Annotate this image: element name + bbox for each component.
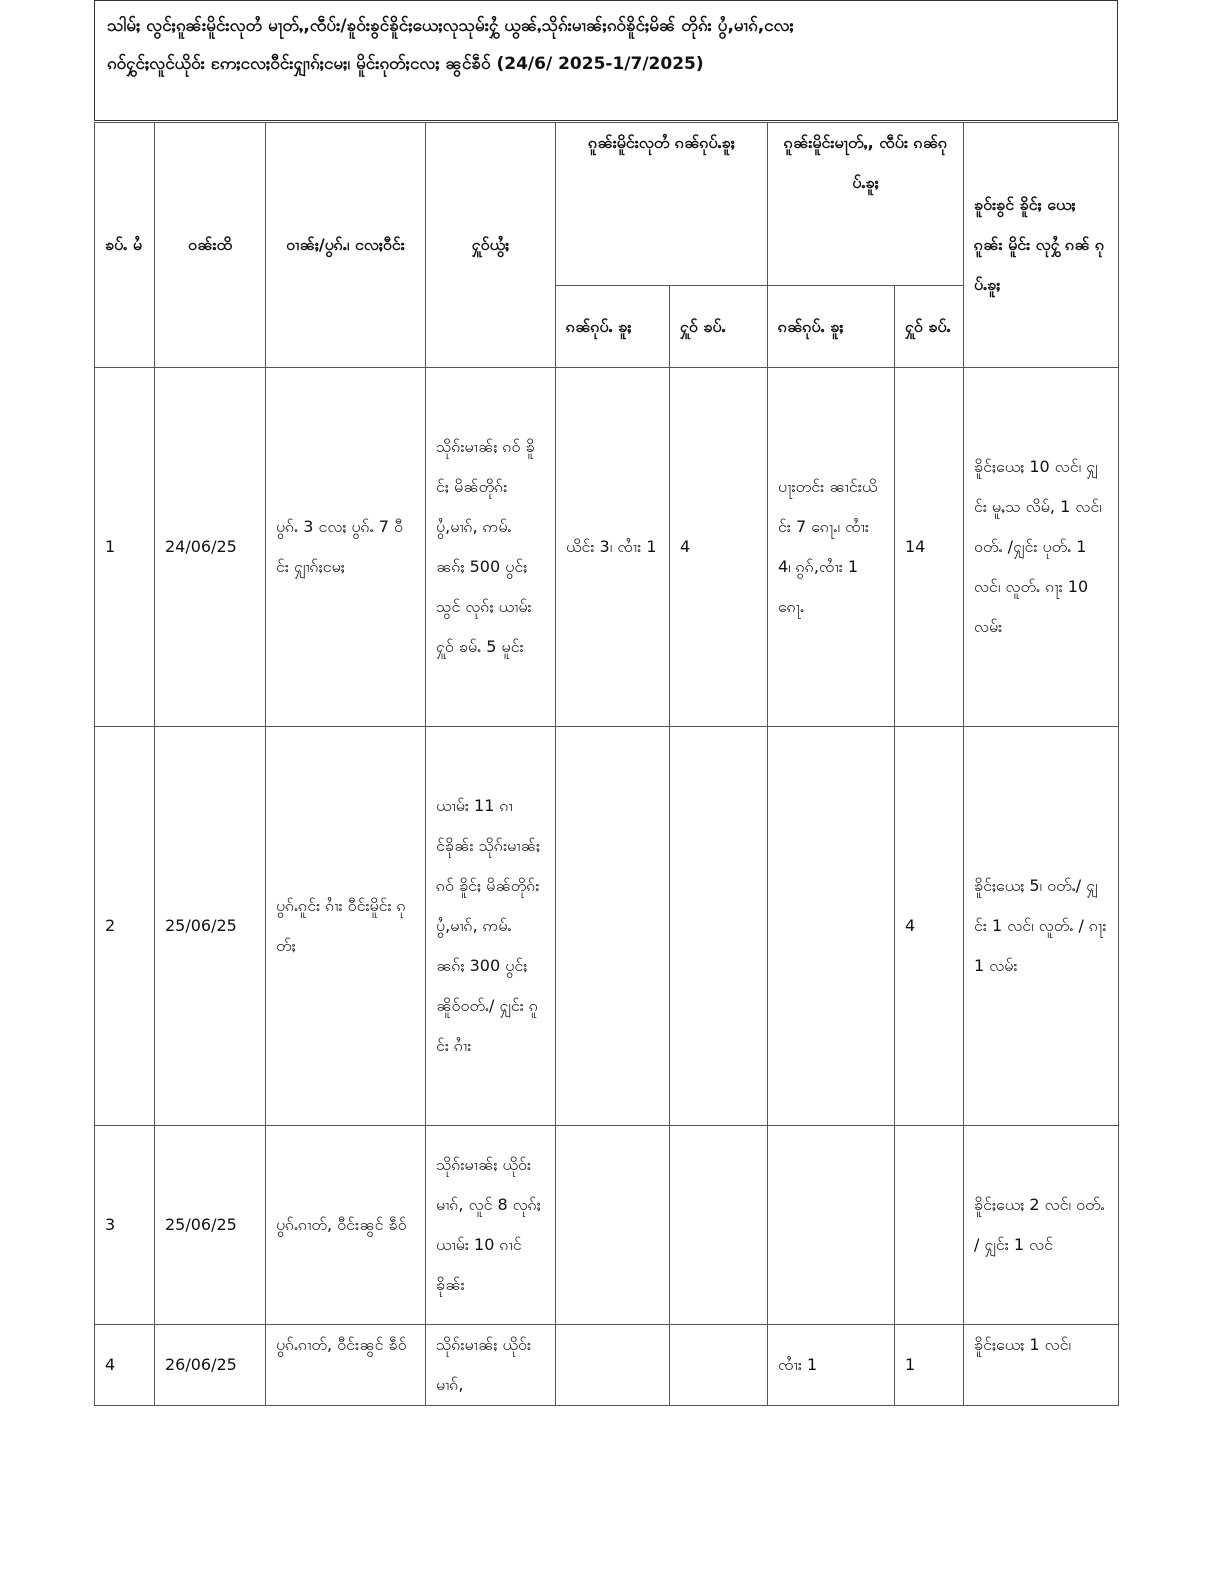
cell-place: ပွၵ်ႉၵၢတ်, ဝီင်းၼွင် ၶဵဝ် xyxy=(266,1126,426,1325)
table-row xyxy=(95,368,1119,727)
subheader-dead-people: ၵၼ်ၵုပ်ႉ ၶူႈ xyxy=(556,286,670,368)
cell-property: ၶိူင်ႈယေႈ 5၊ ဝတ်ႉ/ ႁျင်း 1 လင်၊ လူတ်ႉ / ၵႃး 1 လမ်း xyxy=(964,727,1119,1126)
cell-injured-count: 1 xyxy=(895,1325,964,1406)
cell-place: ပွၵ်ႉၵူင်း ၵၢႆး ဝီင်းမိူင်း ၵုတ်ႈ xyxy=(266,727,426,1126)
cell-no: 3 xyxy=(95,1126,155,1325)
cell-date: 24/06/25 xyxy=(155,368,266,727)
cell-injured-count: 4 xyxy=(895,727,964,1126)
header-dead-group: ၵူၼ်းမိူင်းလုတႆ ၵၼ်ၵုပ်ႉၶူႈ xyxy=(556,123,768,286)
cell-event: သိုၵ်းမၢၼ်ႈ ၵဝ် ၶိူင်ႈ မိၼ်တိုၵ်း ပွႆ,မၢၵ်, ဢမ်ႉ ၼၵ်ႈ 500 ပွင်ႈ သွင် လုၵ်ႈ ယၢမ်း ႁူဝ် ၶမ်ႉ 5 မူင်း xyxy=(426,368,556,727)
cell-dead-people xyxy=(556,1325,670,1406)
incident-table xyxy=(94,122,1119,1406)
cell-injured-count: 14 xyxy=(895,368,964,727)
header-row xyxy=(95,123,1119,286)
cell-place: ပွၵ်ႉၵၢတ်, ဝီင်းၼွင် ၶဵဝ် xyxy=(266,1325,426,1406)
document-sheet xyxy=(94,0,1118,1394)
cell-event: သိုၵ်းမၢၼ်ႈ ယိုဝ်းမၢၵ်, xyxy=(426,1325,556,1406)
cell-dead-count: 4 xyxy=(670,368,768,727)
cell-dead-people: ယိင်း 3၊ ၸၢႆး 1 xyxy=(556,368,670,727)
cell-date: 25/06/25 xyxy=(155,1126,266,1325)
cell-no: 4 xyxy=(95,1325,155,1406)
header-place: ဝၢၼ်ႈ/ပွၵ်ႉ၊ ငလႈဝီင်း xyxy=(266,123,426,368)
cell-injured-people: ပႃးတင်း ၼၢင်းယိင်း 7 ၵေႃႉ၊ ၸၢႆး 4၊ ၵွၵ်,ၸၢႆး 1 ၵေႃႉ xyxy=(768,368,895,727)
cell-date: 25/06/25 xyxy=(155,727,266,1126)
subheader-dead-count: ႁူဝ် ၶပ်ႉ xyxy=(670,286,768,368)
cell-no: 1 xyxy=(95,368,155,727)
cell-no: 2 xyxy=(95,727,155,1126)
cell-dead-people xyxy=(556,1126,670,1325)
header-no: ၶပ်ႉ မႆ xyxy=(95,123,155,368)
report-title-line-2: ၵဝ်ႁွင်ႈလူင်ယိုဝ်း ဢႄႈငလႈဝီင်းႁျၢၵ်ႈငမႈ၊ မိူင်းၵုတ်ႈငလႈ ၼွင်ၶဵဝ် (24/6/ 2025-1/7/2025) xyxy=(107,54,704,74)
header-date: ဝၼ်းထိ xyxy=(155,123,266,368)
table-row xyxy=(95,727,1119,1126)
cell-dead-count xyxy=(670,1126,768,1325)
cell-injured-people xyxy=(768,1126,895,1325)
cell-event: သိုၵ်းမၢၼ်ႈ ယိုဝ်းမၢၵ်, လူင် 8 လုၵ်ႈ ယၢမ်း 10 ၵၢင် ၶိုၼ်း xyxy=(426,1126,556,1325)
subheader-injured-people: ၵၼ်ၵုပ်ႉ ၶူႈ xyxy=(768,286,895,368)
report-title xyxy=(94,0,1118,121)
cell-property: ၶိူင်ႈယေႈ 2 လင်၊ ဝတ်ႉ / ႁျင်း 1 လင် xyxy=(964,1126,1119,1325)
subheader-injured-count: ႁူဝ် ၶပ်ႉ xyxy=(895,286,964,368)
cell-injured-people: ၸၢႆး 1 xyxy=(768,1325,895,1406)
report-title-line-1: သါမ်ႈ လွင်ႈၵူၼ်းမိူင်းလုတႆ မႃတ်ႇ,ၸဵပ်း/ၶူဝ်းၶွင်ၶိူင်ႈယေႈလုသုမ်းႁွႆ ယွၼ်ႇသိုၵ်းမၢၼ်ႈၵဝ်ၶိူင်ႈမိၼ် တိုၵ်း ပွႆ,မၢၵ်,ငလႈ xyxy=(107,16,794,36)
cell-property: ၶိူင်ႈယေႈ 10 လင်၊ ႁျင်း မူႇသ လိမ်, 1 လင်၊ ဝတ်ႉ /ႁျင်း ပုတ်ႉ 1 လင်၊ လူတ်ႉ ၵႃး 10 လမ်း xyxy=(964,368,1119,727)
table-row xyxy=(95,1325,1119,1406)
cell-injured-people xyxy=(768,727,895,1126)
cell-event: ယၢမ်း 11 ၵၢင်ၶိုၼ်း သိုၵ်းမၢၼ်ႈ ၵဝ် ၶိူင်ႈ မိၼ်တိုၵ်း ပွႆ,မၢၵ်, ဢမ်ႉ ၼၵ်ႈ 300 ပွင်ႈ ၼိူဝ်ဝတ်ႉ/ ႁျင်း ၵူင်း ၵၢႆး xyxy=(426,727,556,1126)
header-event: ႁူဝ်ယွႆႈ xyxy=(426,123,556,368)
cell-dead-count xyxy=(670,727,768,1126)
table-row xyxy=(95,1126,1119,1325)
header-injured-group: ၵူၼ်းမိူင်းမႃတ်ႇ, ၸဵပ်း ၵၼ်ၵုပ်ႉၶူႈ xyxy=(768,123,964,286)
cell-dead-count xyxy=(670,1325,768,1406)
cell-injured-count xyxy=(895,1126,964,1325)
cell-place: ပွၵ်ႉ 3 ငလႈ ပွၵ်ႉ 7 ဝီင်း ႁျၢၵ်ႈငမႈ xyxy=(266,368,426,727)
header-property: ၶူဝ်းၶွင် ၶိူင်ႈ ယေႈ ၵူၼ်း မိူင်း လုႁွႆ ၵၼ် ၵုပ်ႉၶူႈ xyxy=(964,123,1119,368)
cell-date: 26/06/25 xyxy=(155,1325,266,1406)
cell-dead-people xyxy=(556,727,670,1126)
cell-property: ၶိူင်ႈယေႈ 1 လင်၊ xyxy=(964,1325,1119,1406)
